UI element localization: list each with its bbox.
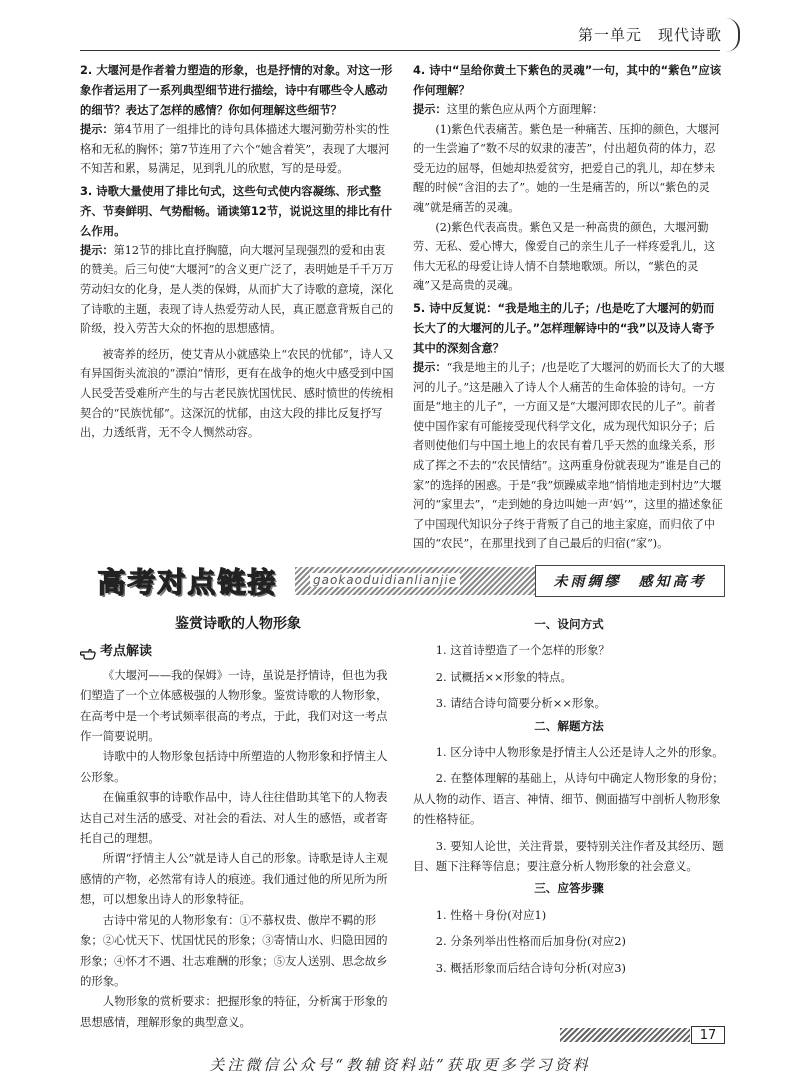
footer-hatch-decoration bbox=[560, 1028, 690, 1042]
answer-steps-heading: 三、应答步骤 bbox=[534, 881, 604, 896]
question-3-hint bbox=[80, 241, 396, 339]
hint-text: 第12节的排比直抒胸臆，向大堰河呈现强烈的爱和由衷的赞美。后三句使“大堰河”的含义更广泛了，表明她是千千万万劳动妇女的化身，是人类的保姆，从而扩大了诗歌的意境，深化了诗歌的主题，表现了诗人热爱劳动人民，真正愿意背叛自己的阶级，投入劳苦大众的怀抱的思想感情。 bbox=[80, 243, 394, 336]
banner-title: 高考对点链接 bbox=[97, 566, 278, 599]
pointing-hand-icon bbox=[80, 647, 96, 659]
lower-left-column bbox=[80, 612, 396, 1032]
hint-label: 提示： bbox=[413, 103, 447, 116]
answer-step-item: 1. 性格＋身份(对应1) bbox=[435, 907, 547, 922]
answer-step-item: 2. 分条列举出性格而后加身份(对应2) bbox=[435, 934, 626, 949]
page-header bbox=[578, 22, 722, 46]
method-item: 3. 要知人论世，关注背景，要特别关注作者及其经历、题目、题下注释等信息；要注意分析人物形象的社会意义。 bbox=[413, 838, 724, 874]
section-banner bbox=[80, 561, 725, 601]
method-heading: 二、解题方法 bbox=[534, 718, 604, 733]
unit-title: 第一单元 现代诗歌 bbox=[577, 25, 722, 44]
answer-step-item: 3. 概括形象而后结合诗句分析(对应3) bbox=[435, 960, 626, 975]
section-title: 鉴赏诗歌的人物形象 bbox=[175, 616, 301, 632]
lower-right-column bbox=[413, 612, 725, 980]
explanation-paragraph-3: 在偏重叙事的诗歌作品中，诗人往往借助其笔下的人物表达自己对生活的感受、对社会的看法、对人生的感悟，或者寄托自己的理想。 bbox=[80, 790, 388, 846]
explanation-paragraph-5: 古诗中常见的人物形象有：①不慕权贵、傲岸不羁的形象；②心忧天下、忧国忧民的形象；③寄情山水、归隐田园的形象；④怀才不遇、壮志难酬的形象；⑤友人送别、思念故乡的形象。 bbox=[80, 912, 388, 988]
question-5: 5. 诗中反复说：“我是地主的儿子；/也是吃了大堰河的奶而长大了的大堰河的儿子。”怎样理解诗中的“我”以及诗人寄予其中的深刻含意？ bbox=[413, 300, 715, 355]
header-bracket-decoration bbox=[726, 18, 740, 52]
question-4-point-2: (2)紫色代表高贵。紫色又是一种高贵的颜色，大堰河勤劳、无私、爱心博大，像爱自己的亲生儿子一样疼爱乳儿，这伟大无私的母爱让诗人情不自禁地歌颂。所以，“紫色的灵魂”又是高贵的灵魂。 bbox=[413, 220, 716, 293]
right-column bbox=[413, 60, 725, 554]
method-item: 2. 在整体理解的基础上，从诗句中确定人物形象的身份；从人物的动作、语言、神情、细节、侧面描写中剖析人物形象的性格特征。 bbox=[413, 771, 724, 827]
question-forms-heading: 一、设问方式 bbox=[534, 617, 604, 631]
hint-label: 提示： bbox=[80, 123, 114, 136]
question-4: 4. 诗中“呈给你黄土下紫色的灵魂”一句，其中的“紫色”应该作何理解？ bbox=[413, 63, 722, 97]
question-2: 2. 大堰河是作者着力塑造的形象，也是抒情的对象。对这一形象作者运用了一系列典型细节进行描绘，诗中有哪些令人感动的细节？表达了怎样的感情？你如何理解这些细节？ bbox=[80, 63, 393, 117]
question-form-item: 1. 这首诗塑造了一个怎样的形象？ bbox=[435, 643, 610, 658]
explanation-paragraph-2: 诗歌中的人物形象包括诗中所塑造的人物形象和抒情主人公形象。 bbox=[80, 749, 388, 784]
question-4-point-1: (1)紫色代表痛苦。紫色是一种痛苦、压抑的颜色，大堰河的一生尝遍了“数不尽的奴隶的凄苦”，付出超负荷的体力，忍受无边的屈辱，但她却热爱贫穷，把爱自己的乳儿，却在梦未醒的时候“含泪的去了”。她的一生是痛苦的，所以“紫色的灵魂”就是痛苦的灵魂。 bbox=[413, 122, 720, 214]
page-footer bbox=[560, 1026, 725, 1044]
banner-title-box bbox=[80, 563, 295, 599]
hint-text: “我是地主的儿子；/也是吃了大堰河的奶而长大了的大堰河的儿子。”这是融入了诗人个人痛苦的生命体验的诗句。一方面是“地主的儿子”，一方面又是“大堰河即农民的儿子”。前者使中国作家有可能接受现代科学文化，成为现代知识分子；后者则使他们与中国土地上的农民有着几乎天然的血缘关系，形成了挥之不去的“农民情结”。这两重身份就表现为“谁是自己的家”的选择的困惑。于是“我”烦躁威幸地“悄悄地走到村边”大堰河的“家里去”，“走到她的身边叫她一声‘妈’”，这里的描述象征了中国现代知识分子终于背叛了自己的地主家庭，而归依了中国的“农民”，在那里找到了自己最后的归宿(“家”)。 bbox=[413, 360, 725, 551]
left-column bbox=[80, 60, 396, 443]
hint-text: 这里的紫色应从两个方面理解： bbox=[446, 103, 604, 116]
hint-label: 提示： bbox=[80, 243, 114, 257]
page-number: 17 bbox=[691, 1026, 725, 1044]
question-form-item: 3. 请结合诗句简要分析××形象。 bbox=[435, 696, 607, 711]
method-item: 1. 区分诗中人物形象是抒情主人公还是诗人之外的形象。 bbox=[435, 745, 724, 760]
key-point-heading bbox=[80, 642, 396, 662]
hint-text: 第4节用了一组排比的诗句具体描述大堰河勤劳朴实的性格和无私的胸怀；第7节连用了六个“她含着笑”，表现了大堰河不知苦和累，易满足，见到乳儿的欣慰，写的是母爱。 bbox=[80, 123, 390, 176]
question-form-item: 2. 试概括××形象的特点。 bbox=[435, 669, 572, 684]
banner-slogan: 未雨绸缪 感知高考 bbox=[553, 574, 707, 590]
banner-pinyin: gaokaoduidianlianjie bbox=[310, 573, 460, 587]
explanation-paragraph-1: 《大堰河——我的保姆》一诗，虽说是抒情诗，但也为我们塑造了一个立体感极强的人物形象。鉴赏诗歌的人物形象，在高考中是一个考试频率很高的考点，于此，我们对这一考点作一简要说明。 bbox=[80, 667, 388, 744]
question-2-hint bbox=[80, 120, 396, 179]
question-3: 3. 诗歌大量使用了排比句式，这些句式使内容凝练、形式整齐、节奏鲜明、气势酣畅。诵读第12节，说说这里的排比有什么作用。 bbox=[80, 183, 393, 238]
question-4-hint bbox=[413, 100, 725, 120]
explanation-paragraph-4: 所谓“抒情主人公”就是诗人自己的形象。诗歌是诗人主观感情的产物，必然常有诗人的痕迹。我们通过他的所见所为所想，可以想象出诗人的形象特征。 bbox=[80, 851, 388, 907]
question-5-hint bbox=[413, 358, 725, 554]
question-3-extra-paragraph: 被寄养的经历，使艾青从小就感染上“农民的忧郁”，诗人又有异国街头流浪的“漂泊”情形，更有在战争的炮火中感受到中国人民受苦受难所产生的与古老民族忧国忧民、感时愤世的传统相契合的“民族忧郁”。这深沉的忧郁，由这大段的排比反复抒写出，力透纸背，无不令人恻然动容。 bbox=[80, 347, 394, 440]
explanation-paragraph-6: 人物形象的赏析要求：把握形象的特征，分析寓于形象的思想感情，理解形象的典型意义。 bbox=[80, 994, 388, 1029]
hint-label: 提示： bbox=[413, 360, 447, 374]
banner-slogan-box bbox=[535, 565, 725, 597]
key-point-heading-text: 考点解读 bbox=[100, 644, 153, 660]
footer-note: 关注微信公众号“教辅资料站”获取更多学习资料 bbox=[209, 1056, 591, 1074]
header-rule bbox=[80, 50, 720, 51]
